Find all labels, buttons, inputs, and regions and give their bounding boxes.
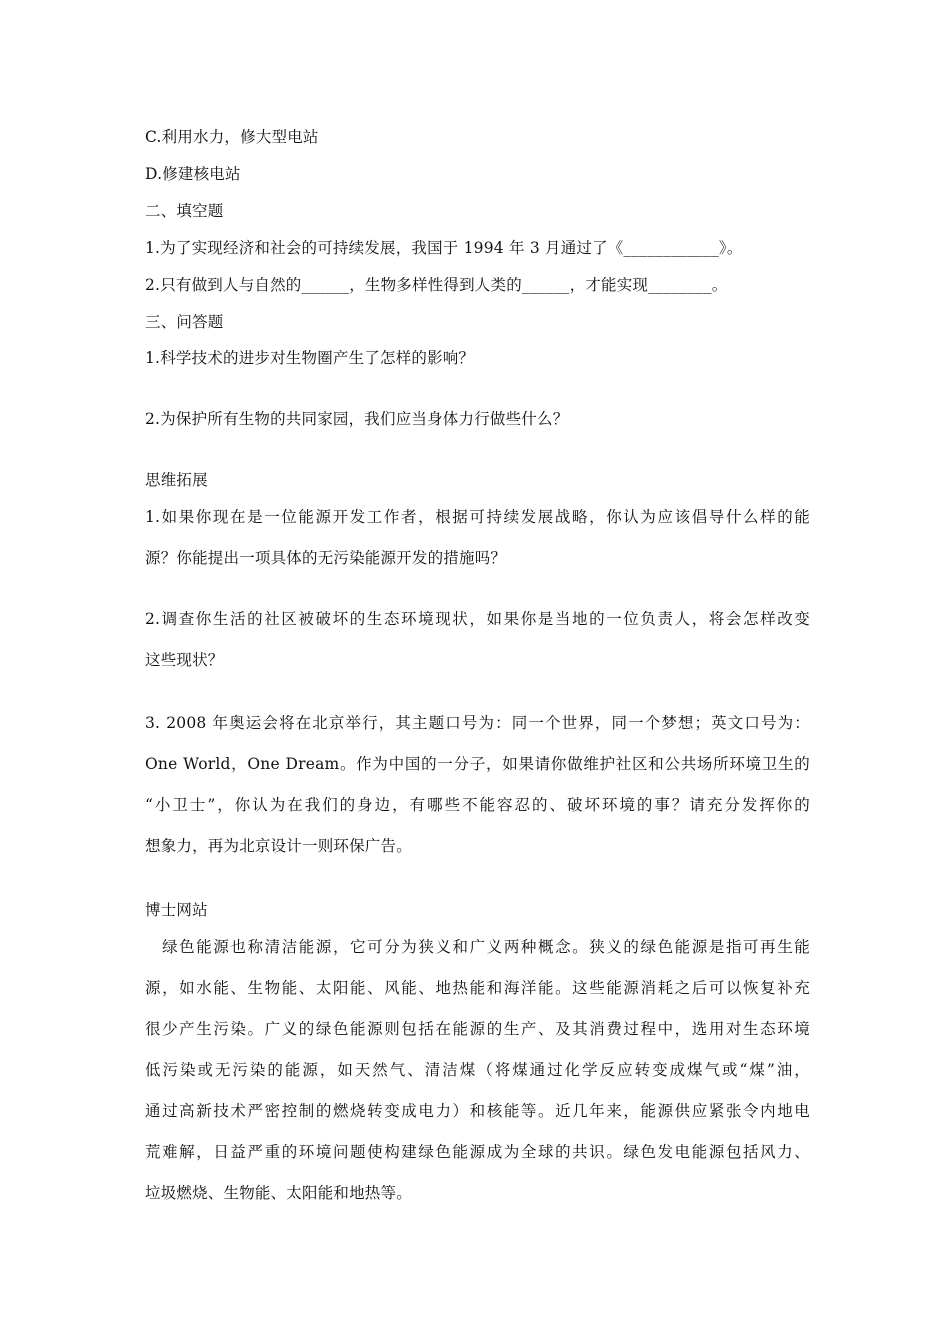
website-paragraph-line-1: 绿色能源也称清洁能源，它可分为狭义和广义两种概念。狭义的绿色能源是指可再生能 xyxy=(145,938,810,956)
section-heading-thinking: 思维拓展 xyxy=(145,471,208,489)
qa-question-2: 2.为保护所有生物的共同家园，我们应当身体力行做些什么？ xyxy=(145,410,569,428)
section-heading-qa: 三、问答题 xyxy=(145,313,224,331)
option-c: C.利用水力，修大型电站 xyxy=(145,128,319,146)
website-paragraph-line-3: 很少产生污染。广义的绿色能源则包括在能源的生产、及其消费过程中，选用对生态环境 xyxy=(145,1020,810,1038)
website-paragraph-line-7: 垃圾燃烧、生物能、太阳能和地热等。 xyxy=(145,1184,412,1202)
thinking-question-1-line-2: 源？你能提出一项具体的无污染能源开发的措施吗？ xyxy=(145,549,507,567)
fill-blank-question-1: 1.为了实现经济和社会的可持续发展，我国于 1994 年 3 月通过了《____________》。 xyxy=(145,239,743,257)
thinking-question-1-line-1: 1.如果你现在是一位能源开发工作者，根据可持续发展战略，你认为应该倡导什么样的能 xyxy=(145,508,810,526)
thinking-question-3-line-2: One World，One Dream。作为中国的一分子，如果请你做维护社区和公共场所环境卫生的 xyxy=(145,755,810,773)
fill-blank-question-2: 2.只有做到人与自然的______，生物多样性得到人类的______，才能实现________。 xyxy=(145,276,728,294)
thinking-question-2-line-1: 2.调查你生活的社区被破坏的生态环境现状，如果你是当地的一位负责人，将会怎样改变 xyxy=(145,610,810,628)
thinking-question-2-line-2: 这些现状？ xyxy=(145,651,224,669)
thinking-question-3-line-1: 3. 2008 年奥运会将在北京举行，其主题口号为：同一个世界，同一个梦想；英文口号为： xyxy=(145,714,810,732)
website-paragraph-line-2: 源，如水能、生物能、太阳能、风能、地热能和海洋能。这些能源消耗之后可以恢复补充 xyxy=(145,979,810,997)
website-paragraph-line-6: 荒难解，日益严重的环境问题使构建绿色能源成为全球的共识。绿色发电能源包括风力、 xyxy=(145,1143,810,1161)
thinking-question-3-line-4: 想象力，再为北京设计一则环保广告。 xyxy=(145,837,412,855)
website-paragraph-line-5: 通过高新技术严密控制的燃烧转变成电力）和核能等。近几年来，能源供应紧张令内地电 xyxy=(145,1102,810,1120)
thinking-question-3-line-3: “小卫士”，你认为在我们的身边，有哪些不能容忍的、破坏环境的事？请充分发挥你的 xyxy=(145,796,810,814)
website-paragraph-line-4: 低污染或无污染的能源，如天然气、清洁煤（将煤通过化学反应转变成煤气或“煤”油， xyxy=(145,1061,810,1079)
section-heading-fill-blank: 二、填空题 xyxy=(145,202,224,220)
qa-question-1: 1.科学技术的进步对生物圈产生了怎样的影响？ xyxy=(145,349,475,367)
section-heading-website: 博士网站 xyxy=(145,901,208,919)
option-d: D.修建核电站 xyxy=(145,165,241,183)
